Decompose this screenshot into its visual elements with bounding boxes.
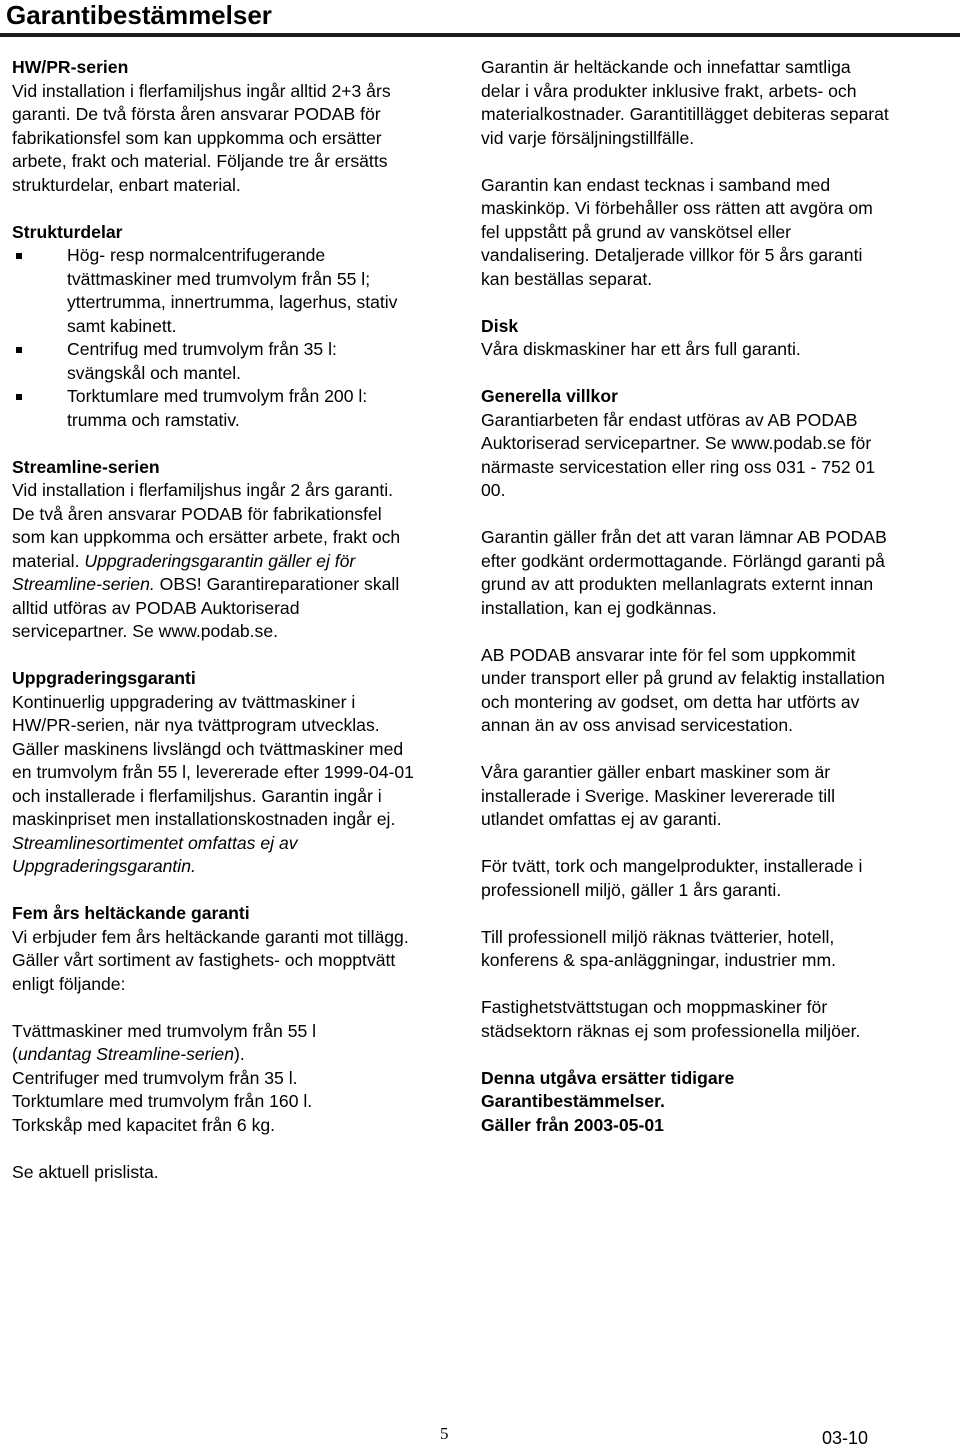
upgrade-heading: Uppgraderingsgaranti bbox=[12, 668, 196, 688]
disk-text: Våra diskmaskiner har ett års full garanti. bbox=[481, 339, 801, 359]
streamline-heading: Streamline-serien bbox=[12, 456, 160, 477]
validity-paragraph: Garantin gäller från det att varan lämnar AB PODAB efter godkänt ordermottagande. Förlängd garanti på grund av att produkten mellanlagrats externt innan installation, kan ej godkännas. bbox=[481, 527, 887, 618]
see-price-list: Se aktuell prislista. bbox=[12, 1161, 159, 1182]
streamline-section bbox=[12, 456, 417, 644]
page-title: Garantibestämmelser bbox=[6, 0, 272, 30]
square-bullet-icon bbox=[16, 394, 22, 400]
strukturdelar-heading: Strukturdelar bbox=[12, 221, 123, 242]
hwpr-heading: HW/PR-serien bbox=[12, 57, 129, 77]
streamline-note: Uppgraderingsgarantin gäller ej för Streamline-serien. bbox=[12, 550, 356, 594]
page-number: 5 bbox=[440, 1424, 449, 1443]
square-bullet-icon bbox=[16, 253, 22, 259]
coverage-paragraph: Garantin är heltäckande och innefattar samtliga delar i våra produkter inklusive frakt, arbets- och materialkostnader. Garantitillägget debiteras separat vid varje försäljningstillfälle. bbox=[481, 57, 889, 148]
left-column bbox=[12, 56, 417, 1208]
five-year-section bbox=[12, 902, 417, 996]
streamline-obs: OBS! Garantireparationer skall alltid utföras av PODAB Auktoriserad servicepartner. Se www.podab.se. bbox=[12, 574, 400, 641]
five-year-heading: Fem års heltäckande garanti bbox=[12, 903, 250, 923]
strukturdelar-list bbox=[12, 244, 417, 432]
non-professional-paragraph: Fastighetstvättstugan och moppmaskiner för städsektorn räknas ej som professionella miljöer. bbox=[481, 997, 861, 1041]
hwpr-section bbox=[12, 56, 417, 197]
disk-heading: Disk bbox=[481, 315, 519, 336]
title-divider bbox=[0, 33, 960, 37]
list-item: Centrifug med trumvolym från 35 l: svängskål och mantel. bbox=[12, 338, 417, 385]
general-terms-section bbox=[481, 385, 891, 503]
list-item: Torktumlare med trumvolym från 200 l: trumma och ramstativ. bbox=[12, 385, 417, 432]
upgrade-text: Kontinuerlig uppgradering av tvättmaskiner i HW/PR-serien, när nya tvättprogram utvecklas. Gäller maskinens livslängd och tvättmaskiner med en trumvolym från 55 l, levererade efter 1999-04-01 och installerade i flerfamiljshus. Garantin ingår i maskinpriset men installationskostnaden ingår ej. bbox=[12, 691, 414, 829]
five-year-text: Vi erbjuder fem års heltäckande garanti mot tillägg. Gäller vårt sortiment av fastighets- och mopptvätt enligt följande: bbox=[12, 926, 409, 994]
upgrade-section bbox=[12, 667, 417, 879]
streamline-text: Vid installation i flerfamiljshus ingår 2 års garanti. De två åren ansvarar PODAB för fabrikationsfel som kan uppkomma och ersätter arbete, frakt och material. bbox=[12, 480, 401, 571]
purchase-condition-paragraph: Garantin kan endast tecknas i samband med maskinköp. Vi förbehåller oss rätten att avgöra om fel uppstått på grund av vanskötsel eller vandalisering. Detaljerade villkor för 5 års garanti kan beställas separat. bbox=[481, 174, 873, 289]
disk-section bbox=[481, 315, 891, 362]
edition-notice: Denna utgåva ersätter tidigare Garantibestämmelser. Gäller från 2003-05-01 bbox=[481, 1067, 735, 1135]
general-terms-text: Garantiarbeten får endast utföras av AB PODAB Auktoriserad servicepartner. Se www.podab.se för närmaste servicestation eller ring oss 031 - 752 01 00. bbox=[481, 409, 876, 500]
professional-definition-paragraph: Till professionell miljö räknas tvätterier, hotell, konferens & spa-anläggningar, industrier mm. bbox=[481, 926, 836, 970]
square-bullet-icon bbox=[16, 347, 22, 353]
liability-paragraph: AB PODAB ansvarar inte för fel som uppkommit under transport eller på grund av felaktig installation och montering av godset, om detta har utförts av annan än av oss anvisad servicestation. bbox=[481, 644, 885, 735]
upgrade-note: Streamlinesortimentet omfattas ej av Uppgraderingsgarantin. bbox=[12, 832, 298, 876]
professional-warranty-paragraph: För tvätt, tork och mangelprodukter, installerade i professionell miljö, gäller 1 års garanti. bbox=[481, 856, 863, 900]
five-year-product-list: Tvättmaskiner med trumvolym från 55 l (undantag Streamline-serien). Centrifuger med trumvolym från 35 l. Torktumlare med trumvolym från 160 l. Torkskåp med kapacitet från 6 kg. bbox=[12, 1020, 317, 1135]
document-code: 03-10 bbox=[822, 1428, 869, 1448]
right-column bbox=[481, 56, 891, 1161]
list-item: Hög- resp normalcentrifugerande tvättmaskiner med trumvolym från 55 l; yttertrumma, innertrumma, lagerhus, stativ samt kabinett. bbox=[12, 244, 417, 338]
hwpr-text: Vid installation i flerfamiljshus ingår alltid 2+3 års garanti. De två första åren ansvarar PODAB för fabrikationsfel som kan uppkomma och ersätter arbete, frakt och material. Följande tre år ersätts strukturdelar, enbart material. bbox=[12, 80, 391, 195]
sweden-only-paragraph: Våra garantier gäller enbart maskiner som är installerade i Sverige. Maskiner levererade till utlandet omfattas ej av garanti. bbox=[481, 762, 835, 829]
general-terms-heading: Generella villkor bbox=[481, 386, 618, 406]
